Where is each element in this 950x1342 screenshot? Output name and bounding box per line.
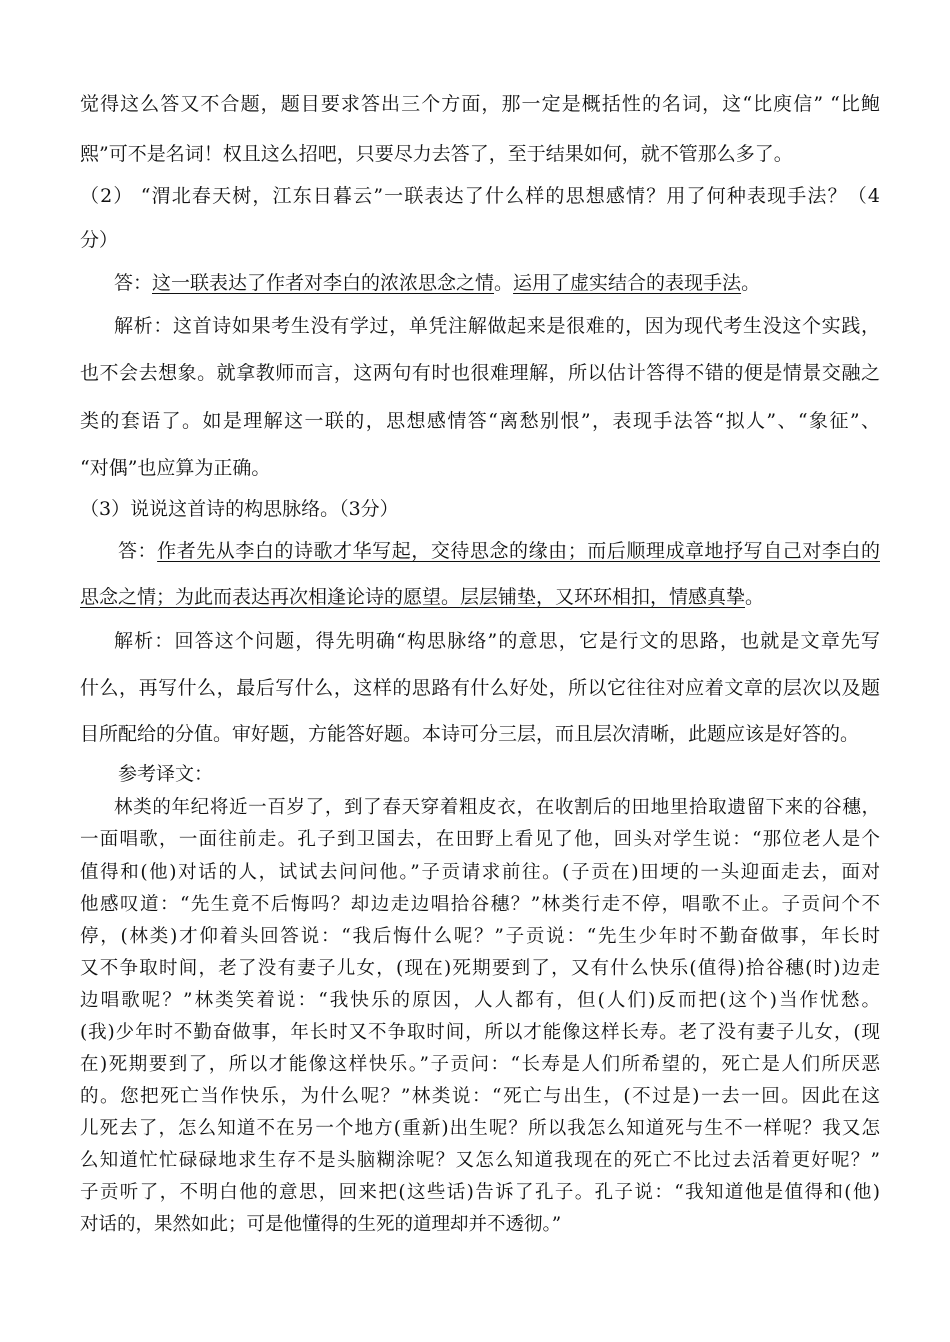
answer-punct: 。 [494, 272, 514, 294]
analysis-3-line: 什么，再写什么，最后写什么，这样的思路有什么好处，所以它往往对应着文章的层次以及题 [80, 677, 880, 699]
translation-line: 的。您把死亡当作快乐，为什么呢？”林类说：“死亡与出生，(不过是)一去一回。因此在这 [80, 1086, 880, 1107]
answer-underlined: 思念之情；为此而表达再次相逢论诗的愿望。层层铺垫，又环环相扣，情感真挚 [80, 586, 746, 608]
analysis-2-line: 也不会去想象。就拿教师而言，这两句有时也很难理解，所以估计答得不错的便是情景交融之 [80, 362, 880, 384]
reference-translation-title: 参考译文： [118, 763, 214, 785]
translation-line: 子贡听了，不明白他的意思，回来把(这些话)告诉了孔子。孔子说：“我知道他是值得和(他) [80, 1182, 880, 1203]
answer-2 [80, 271, 880, 295]
paragraph-line: 觉得这么答又不合题，题目要求答出三个方面，那一定是概括性的名词，这“比庾信” “比鲍 [80, 93, 880, 115]
translation-line: 一面唱歌，一面往前走。孔子到卫国去，在田野上看见了他，回头对学生说：“那位老人是个 [80, 829, 880, 850]
analysis-2-line: 解析：这首诗如果考生没有学过，单凭注解做起来是很难的，因为现代考生没这个实践， [114, 315, 880, 337]
translation-line: 值得和(他)对话的人，试试去问问他。”子贡请求前往。(子贡在)田埂的一头迎面走去，面对 [80, 862, 880, 883]
answer-underlined: 这一联表达了作者对李白的浓浓思念之情 [152, 272, 495, 294]
answer-underlined: 运用了虚实结合的表现手法 [513, 272, 742, 294]
translation-line: 林类的年纪将近一百岁了，到了春天穿着粗皮衣，在收割后的田地里拾取遗留下来的谷穗， [114, 797, 880, 818]
translation-line: 儿死去了，怎么知道不在另一个地方(重新)出生呢？所以我怎么知道死与生不一样呢？我又怎 [80, 1118, 880, 1139]
translation-line: 停，(林类)才仰着头回答说：“我后悔什么呢？”子贡说：“先生少年时不勤奋做事，年长时 [80, 926, 880, 947]
answer-punct: 。 [745, 586, 765, 608]
translation-line: 边唱歌呢？”林类笑着说：“我快乐的原因，人人都有，但(人们)反而把(这个)当作忧愁。 [80, 990, 880, 1011]
analysis-2-line: 类的套语了。如是理解这一联的，思想感情答“离愁别恨”，表现手法答“拟人”、“象征”、 [80, 410, 880, 432]
translation-line: 他感叹道：“先生竟不后悔吗？却边走边唱拾谷穗？”林类行走不停，唱歌不止。子贡问个不 [80, 894, 880, 915]
question-2-line: （2） “渭北春天树，江东日暮云”一联表达了什么样的思想感情？用了何种表现手法？（4 [80, 185, 880, 207]
analysis-3-line: 目所配给的分值。审好题，方能答好题。本诗可分三层，而且层次清晰，此题应该是好答的。 [80, 723, 860, 745]
translation-line: 在)死期要到了，所以才能像这样快乐。”子贡问：“长寿是人们所希望的，死亡是人们所厌恶 [80, 1054, 880, 1075]
translation-line: 又不争取时间，老了没有妻子儿女，(现在)死期要到了，又有什么快乐(值得)拾谷穗(时)边走 [80, 958, 880, 979]
answer-underlined: 作者先从李白的诗歌才华写起，交待思念的缘由；而后顺理成章地抒写自己对李白的 [157, 540, 880, 562]
answer-label: 答： [118, 540, 158, 562]
translation-line: 么知道忙忙碌碌地求生存不是头脑糊涂呢？又怎么知道我现在的死亡不比过去活着更好呢？” [80, 1150, 880, 1171]
translation-line: (我)少年时不勤奋做事，年长时又不争取时间，所以才能像这样长寿。老了没有妻子儿女，(现 [80, 1022, 880, 1043]
translation-line: 对话的，果然如此；可是他懂得的生死的道理却并不透彻。” [80, 1214, 562, 1235]
answer-3-line [80, 585, 880, 609]
answer-label: 答： [114, 272, 153, 294]
analysis-2-line: “对偶”也应算为正确。 [80, 457, 271, 479]
analysis-3-line: 解析：回答这个问题，得先明确“构思脉络”的意思，它是行文的思路，也就是文章先写 [114, 630, 880, 652]
answer-punct: 。 [741, 272, 761, 294]
paragraph-line: 熙”可不是名词！权且这么招吧，只要尽力去答了，至于结果如何，就不管那么多了。 [80, 143, 793, 165]
question-2-line: 分） [80, 229, 119, 251]
answer-3-line [80, 539, 880, 563]
question-3-line: （3）说说这首诗的构思脉络。（3分） [80, 498, 399, 520]
